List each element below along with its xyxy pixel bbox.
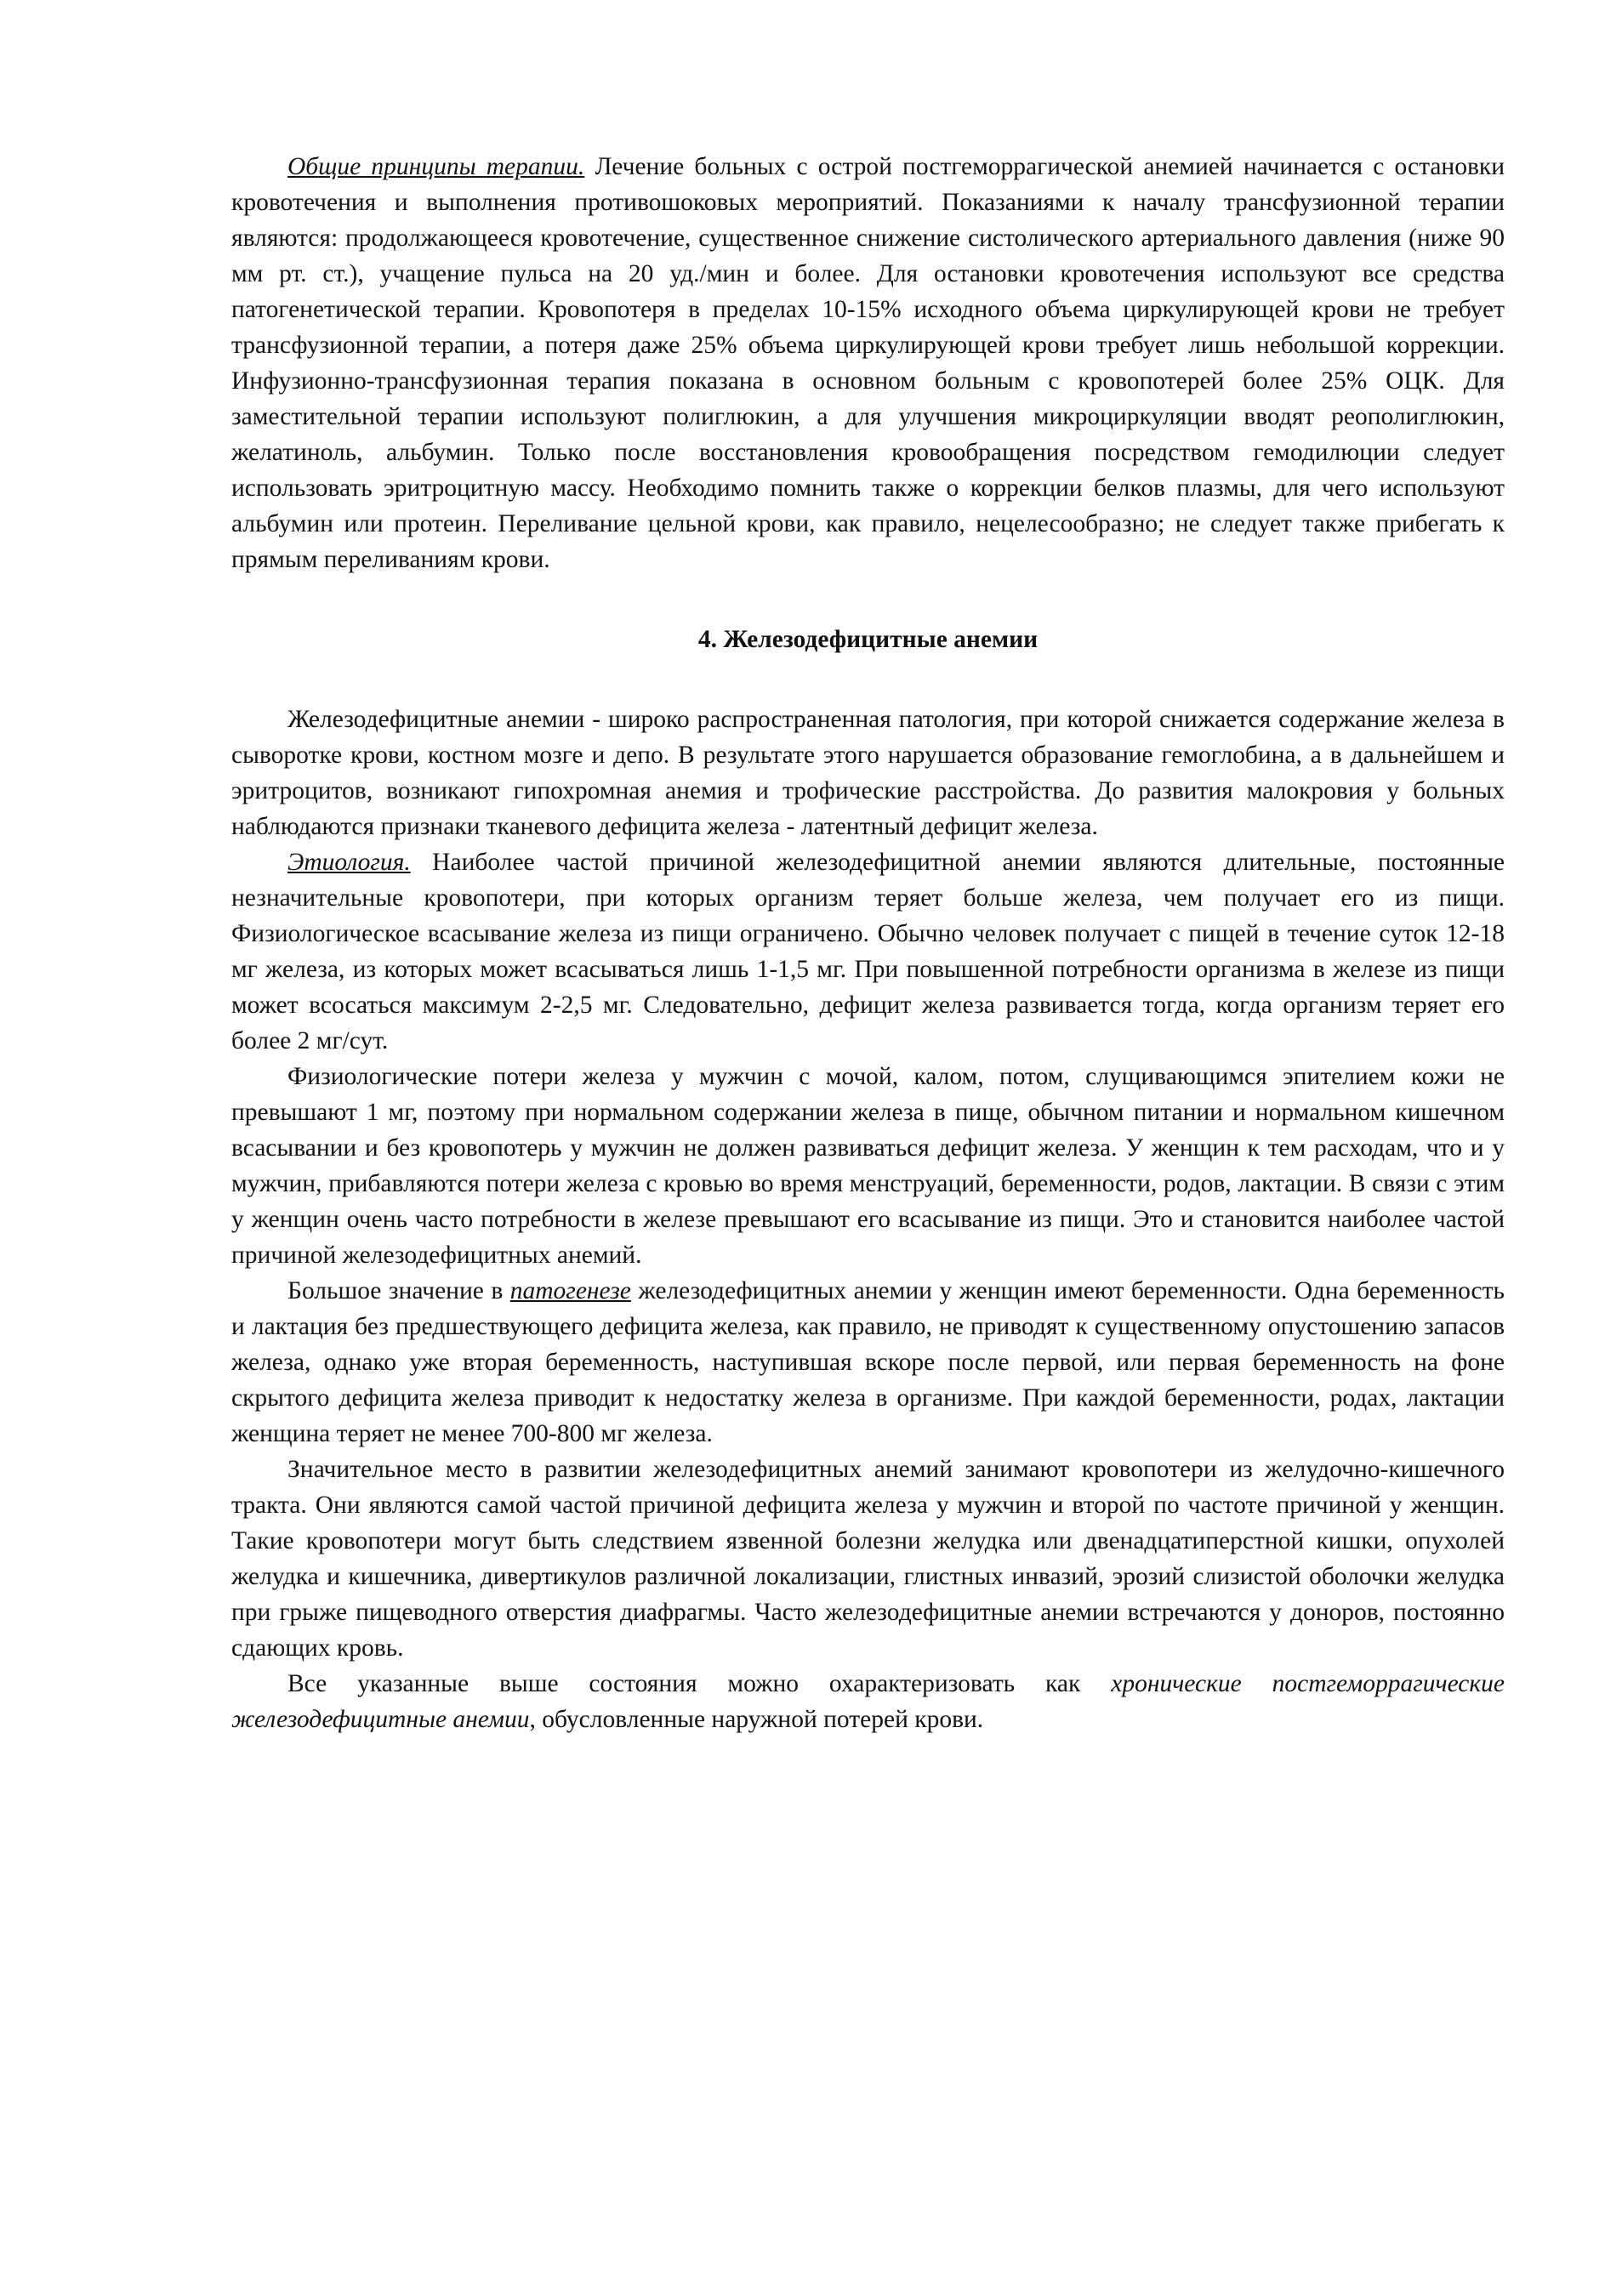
paragraph-therapy-principles bbox=[231, 149, 1505, 577]
paragraph-text: Наиболее частой причиной железодефицитной анемии являются длительные, постоянные незначительные кровопотери, при которых организм теряет больше железа, чем получает его из пищи. Физиологическое всасывание железа из пищи ограничено. Обычно человек получает с пищей в течение суток 12-18 мг железа, из которых может всасываться лишь 1-1,5 мг. При повышенной потребности организма в железе из пищи может всосаться максимум 2-2,5 мг. Следовательно, дефицит железа развивается тогда, когда организм теряет его более 2 мг/сут. bbox=[231, 849, 1505, 1054]
section-heading: 4. Железодефицитные анемии bbox=[697, 626, 1039, 653]
inline-term: патогенезе bbox=[509, 1277, 631, 1304]
paragraph-lead-term: Общие принципы терапии. bbox=[287, 153, 585, 180]
paragraph-conclusion bbox=[231, 1666, 1505, 1737]
paragraph-physiological-losses: Физиологические потери железа у мужчин с мочой, калом, потом, слущивающимся эпителием кожи не превышают 1 мг, поэтому при нормальном содержании железа в пище, обычном питании и нормальном кишечном всасывании и без кровопотерь у мужчин не должен развиваться дефицит железа. У женщин к тем расходам, что и у мужчин, прибавляются потери железа с кровью во время менструаций, беременности, родов, лактации. В связи с этим у женщин очень часто потребности в железе превышают его всасывание из пищи. Это и становится наиболее частой причиной железодефицитных анемий. bbox=[231, 1063, 1505, 1269]
inline-term: хронические постгеморрагические железодефицитные анемии bbox=[231, 1670, 1505, 1733]
paragraph-definition: Железодефицитные анемии - широко распространенная патология, при которой снижается содержание железа в сыворотке крови, костном мозге и депо. В результате этого нарушается образование гемоглобина, а в дальнейшем и эритроцитов, возникают гипохромная анемия и трофические расстройства. До развития малокровия у больных наблюдаются признаки тканевого дефицита железа - латентный дефицит железа. bbox=[231, 706, 1505, 840]
paragraph-text-before: Все указанные выше состояния можно охарактеризовать как bbox=[287, 1670, 1112, 1697]
paragraph-gi-blood-loss: Значительное место в развитии железодефицитных анемий занимают кровопотери из желудочно-кишечного тракта. Они являются самой частой причиной дефицита железа у мужчин и второй по частоте причиной у женщин. Такие кровопотери могут быть следствием язвенной болезни желудка или двенадцатиперстной кишки, опухолей желудка и кишечника, дивертикулов различной локализации, глистных инвазий, эрозий слизистой оболочки желудка при грыже пищеводного отверстия диафрагмы. Часто железодефицитные анемии встречаются у доноров, постоянно сдающих кровь. bbox=[231, 1456, 1505, 1662]
paragraph-text-after: железодефицитных анемии у женщин имеют беременности. Одна беременность и лактация без предшествующего дефицита железа, как правило, не приводят к существенному опустошению запасов железа, однако уже вторая беременность, наступившая вскоре после первой, или первая беременность на фоне скрытого дефицита железа приводит к недостатку железа в организме. При каждой беременности, родах, лактации женщина теряет не менее 700-800 мг железа. bbox=[231, 1277, 1505, 1447]
paragraph-pathogenesis bbox=[231, 1273, 1505, 1452]
paragraph-etiology bbox=[231, 844, 1505, 1059]
paragraph-text-after: , обусловленные наружной потерей крови. bbox=[529, 1706, 984, 1733]
paragraph-lead-term: Этиология. bbox=[287, 849, 411, 876]
paragraph-text: Лечение больных с острой постгеморрагической анемией начинается с остановки кровотечения и выполнения противошоковых мероприятий. Показаниями к началу трансфузионной терапии являются: продолжающееся кровотечение, существенное снижение систолического артериального давления (ниже 90 мм рт. ст.), учащение пульса на 20 уд./мин и более. Для остановки кровотечения используют все средства патогенетической терапии. Кровопотеря в пределах 10-15% исходного объема циркулирующей крови не требует трансфузионной терапии, а потеря даже 25% объема циркулирующей крови требует лишь небольшой коррекции. Инфузионно-трансфузионная терапия показана в основном больным с кровопотерей более 25% ОЦК. Для заместительной терапии используют полиглюкин, а для улучшения микроциркуляции вводят реополиглюкин, желатиноль, альбумин. Только после восстановления кровообращения посредством гемодилюции следует использовать эритроцитную массу. Необходимо помнить также о коррекции белков плазмы, для чего используют альбумин или протеин. Переливание цельной крови, как правило, нецелесообразно; не следует также прибегать к прямым переливаниям крови. bbox=[231, 153, 1505, 573]
paragraph-text-before: Большое значение в bbox=[287, 1277, 510, 1304]
